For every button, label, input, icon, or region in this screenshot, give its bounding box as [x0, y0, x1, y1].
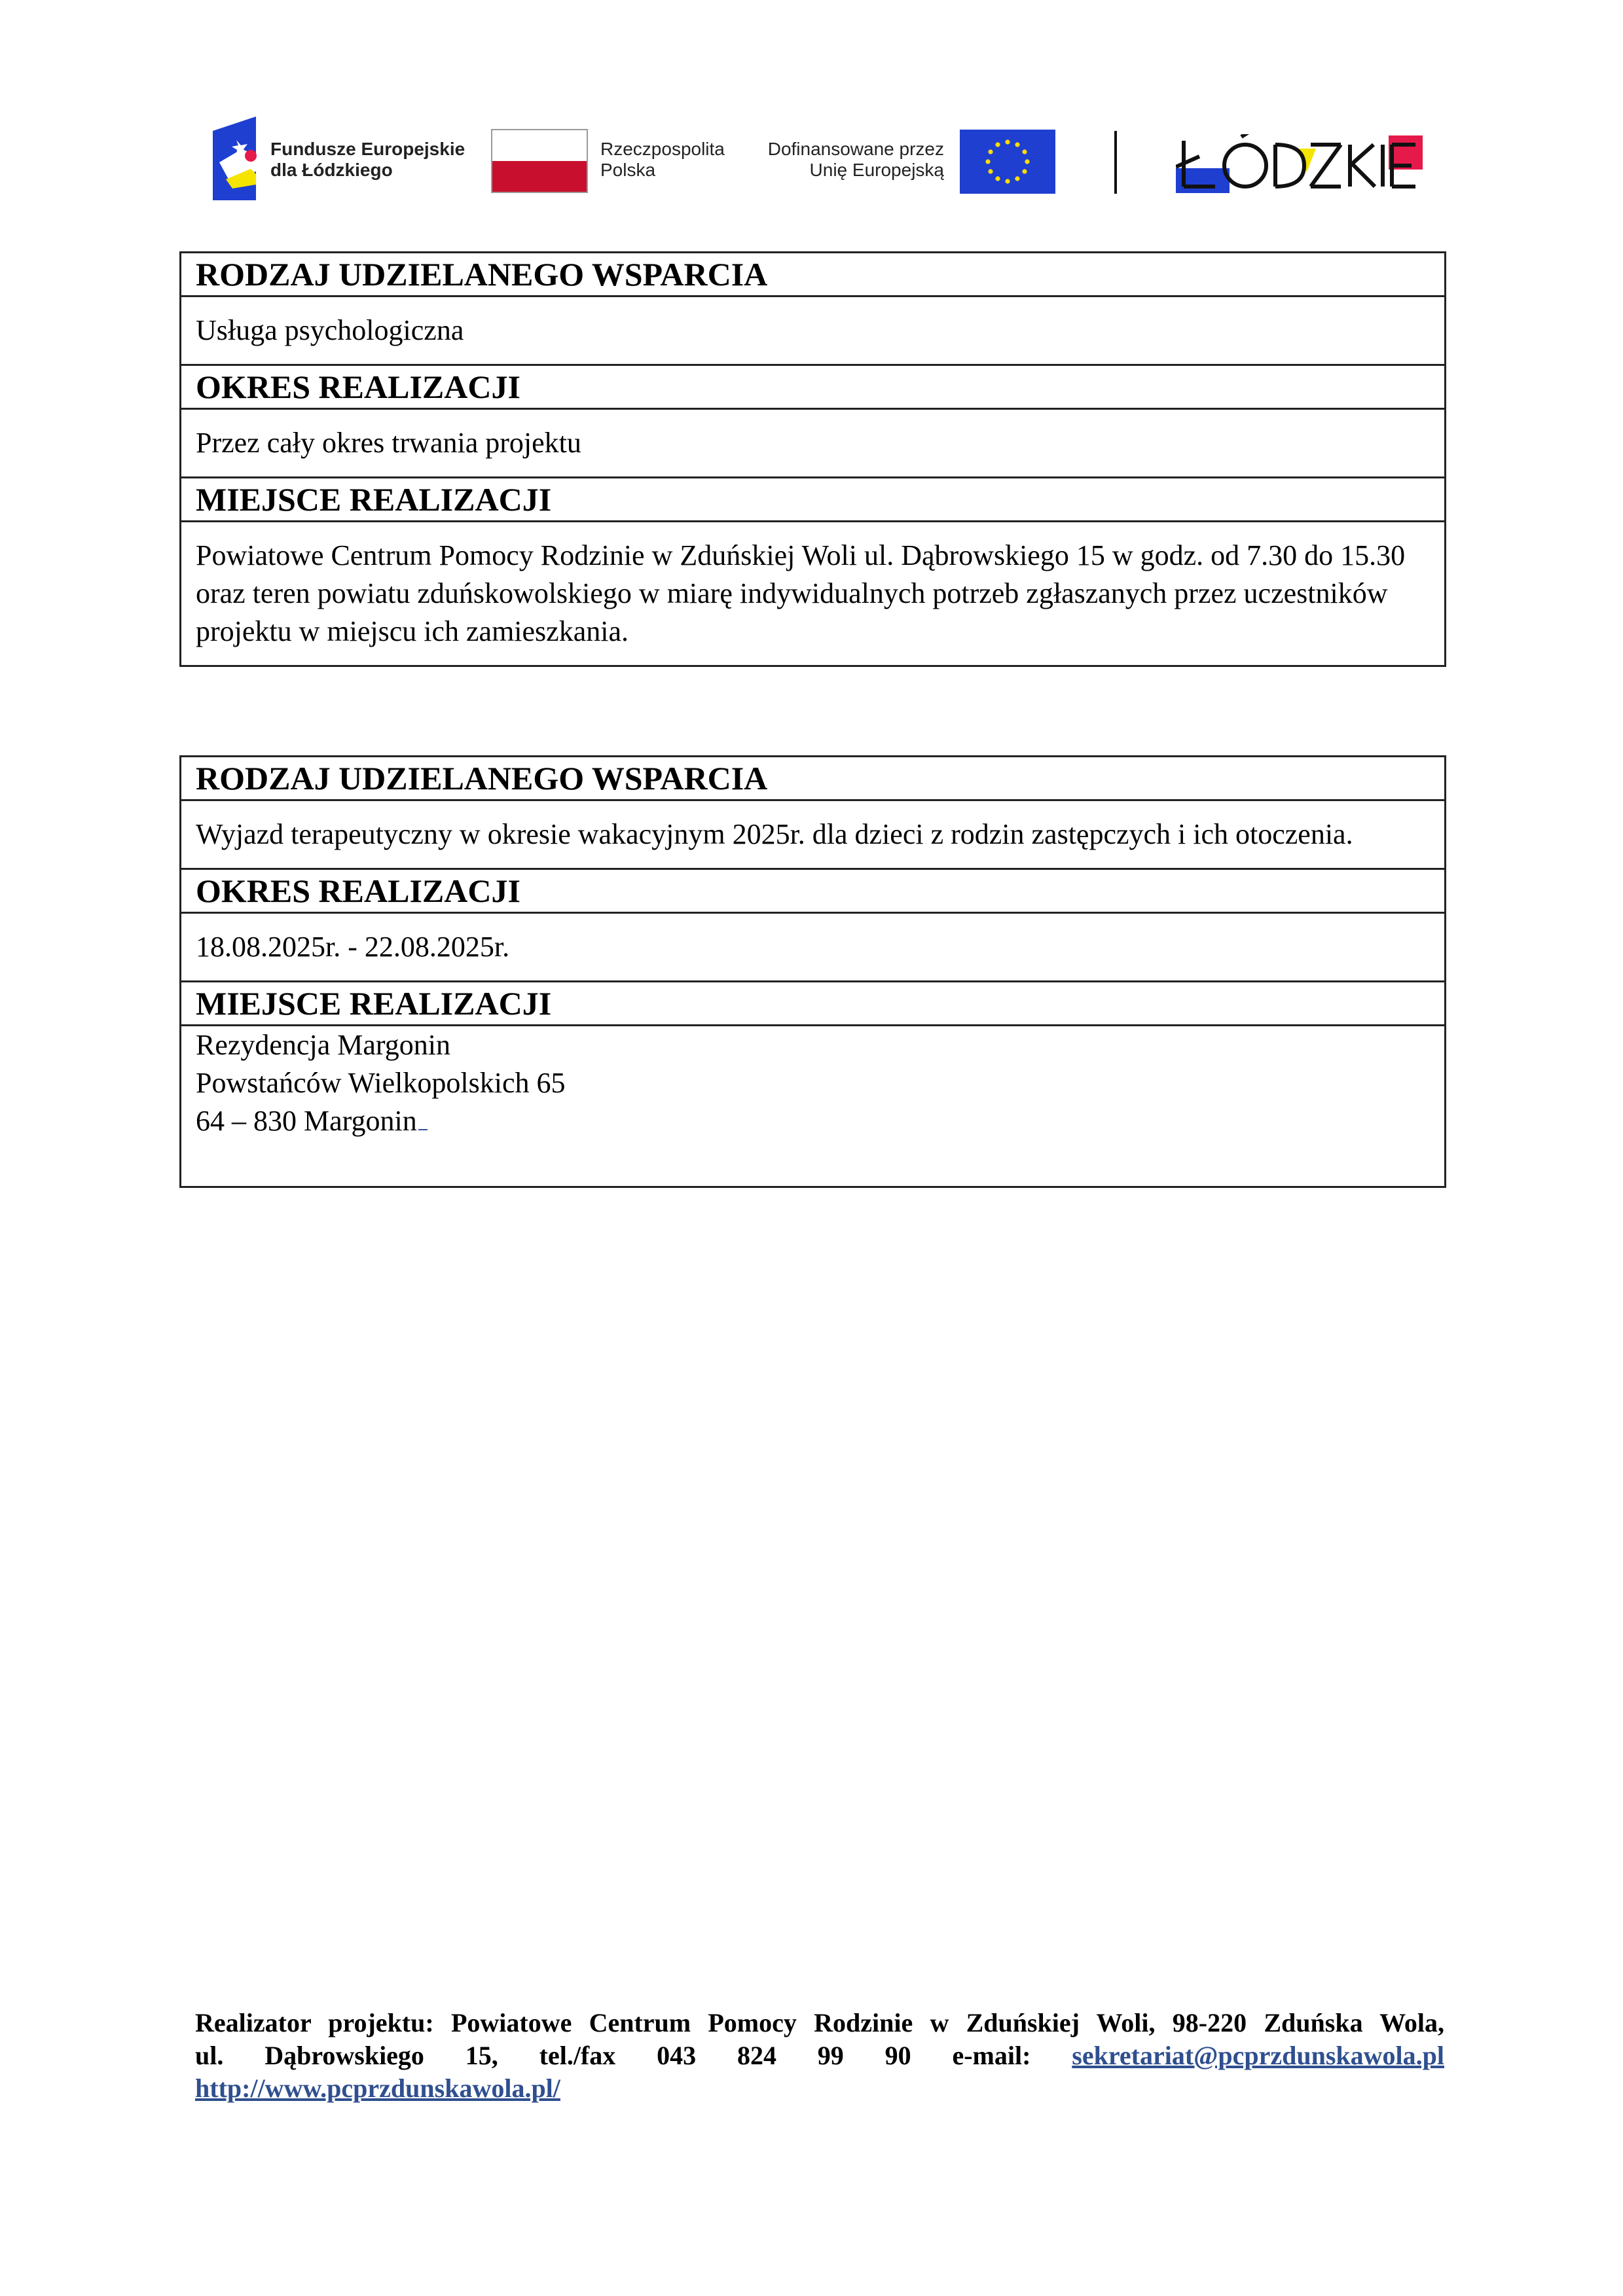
footer-line2-text: ul. Dąbrowskiego 15, tel./fax 043 824 99 90 e-mail: [195, 2041, 1031, 2070]
table2-heading-location: MIEJSCE REALIZACJI [181, 982, 1446, 1026]
table1-heading-location: MIEJSCE REALIZACJI [181, 478, 1446, 522]
email-link[interactable]: sekretariat@pcprzdunskawola.pl [1072, 2041, 1445, 2070]
table1-heading-support-type: RODZAJ UDZIELANEGO WSPARCIA [181, 253, 1446, 296]
table2-heading-support-type: RODZAJ UDZIELANEGO WSPARCIA [181, 757, 1446, 800]
polish-flag-icon [491, 129, 588, 193]
footer [195, 2007, 1444, 2105]
table2-support-type: Wyjazd terapeutyczny w okresie wakacyjnym 2025r. dla dzieci z rodzin zastępczych i ich otoczenia. [181, 800, 1446, 869]
logo-separator [1114, 131, 1117, 194]
fe-logo-text-line2: dla Łódzkiego [270, 160, 393, 180]
fundusze-europejskie-logo-icon [213, 117, 260, 200]
table2-heading-period: OKRES REALIZACJI [181, 869, 1446, 913]
footer-line2 [195, 2039, 1444, 2072]
address-line-3-text: 64 – 830 Margonin [196, 1105, 417, 1137]
logo-bar [0, 0, 1623, 209]
website-link[interactable]: http://www.pcprzdunskawola.pl/ [195, 2073, 560, 2103]
table1-period: Przez cały okres trwania projektu [181, 409, 1446, 478]
table1-support-type: Usługa psychologiczna [181, 296, 1446, 365]
eu-logo-text-line1: Dofinansowane przez [767, 139, 944, 159]
lodzkie-logo-icon [1176, 134, 1425, 194]
footer-line1: Realizator projektu: Powiatowe Centrum Pomocy Rodzinie w Zduńskiej Woli, 98-220 Zduńska Wola, [195, 2008, 1444, 2037]
rp-logo-text-line1: Rzeczpospolita [600, 139, 725, 159]
rp-logo-text-line2: Polska [600, 160, 656, 180]
fe-logo-text [270, 139, 465, 181]
rp-logo-text [600, 139, 725, 181]
eu-logo-text [746, 139, 944, 181]
table2-period: 18.08.2025r. - 22.08.2025r. [181, 913, 1446, 982]
eu-logo-text-line2: Unię Europejską [809, 160, 944, 180]
table2-location [181, 1026, 1446, 1187]
address-line-1: Rezydencja Margonin [196, 1029, 450, 1061]
address-line-2: Powstańców Wielkopolskich 65 [196, 1067, 566, 1099]
support-table-2 [179, 755, 1446, 1188]
table1-heading-period: OKRES REALIZACJI [181, 365, 1446, 409]
link-mark [418, 1129, 428, 1130]
support-table-1 [179, 251, 1446, 667]
eu-flag-icon [960, 130, 1055, 194]
table1-location: Powiatowe Centrum Pomocy Rodzinie w Zduńskiej Woli ul. Dąbrowskiego 15 w godz. od 7.30 do 15.30 oraz teren powiatu zduńskowolskiego w miarę indywidualnych potrzeb zgłaszanych przez uczestników projektu w miejscu ich zamieszkania. [181, 522, 1446, 666]
address-line-3 [196, 1102, 1430, 1140]
fe-logo-text-line1: Fundusze Europejskie [270, 139, 465, 159]
